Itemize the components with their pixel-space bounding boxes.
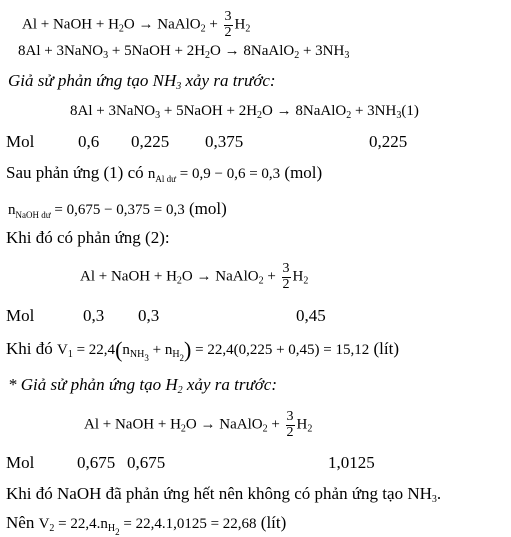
- then-reaction-2: Khi đó có phản ứng (2):: [6, 228, 170, 247]
- mol-value: 1,0125: [328, 453, 375, 472]
- fraction: $\frac{3}{2}$: [286, 409, 294, 440]
- mol-label: Mol: [6, 306, 35, 325]
- mol-value: 0,3: [83, 306, 105, 325]
- mol-value: 0,225: [369, 132, 408, 151]
- naoh-remaining: $n_{NaOH dư} = 0,675 - 0,375 = 0,3$ (mol): [8, 199, 227, 220]
- mol-value: 0,3: [138, 306, 160, 325]
- after-reaction-1: Sau phản ứng (1) có $n_{Al dư} = 0,9 - 0,6 = 0,3$ (mol): [6, 163, 323, 184]
- equation-2: Al + NaOH + $H_2O$ → NaAlO$_2$ + $\frac{3}{2}$ $H_2$: [80, 261, 309, 292]
- volume-1: Khi đó $V_1 = 22,4(n_{NH3} + n_{H2}) = 22,4(0,225 + 0,45) = 15,12$ (lít): [6, 337, 399, 363]
- equation-1: 8Al + 3NaNO$_3$ + 5NaOH + $2H_2O$ → 8NaAlO$_2$ + $3NH_3(1)$: [70, 103, 419, 121]
- equation-al-nano3: 8Al + 3NaNO$_3$ + 5NaOH + $2H_2O$ → 8NaAlO$_2$ + $3NH_3$: [18, 43, 350, 61]
- volume-2: Nên $V_2 = 22,4.n_{H2} = 22,4.1,0125 = 22,68$ (lít): [6, 513, 287, 537]
- mol-value: 0,675: [77, 453, 116, 472]
- fraction: $\frac{3}{2}$: [224, 9, 232, 40]
- mol-value: 0,6: [78, 132, 100, 151]
- equation-3: Al + NaOH + $H_2O$ → NaAlO$_2$ + $\frac{3}{2}$ $H_2$: [84, 409, 313, 440]
- assumption-h2-heading: * Giả sử phản ứng tạo $H_2$ xảy ra trước:: [8, 375, 278, 396]
- mol-value: 0,375: [205, 132, 244, 151]
- fraction: $\frac{3}{2}$: [282, 261, 290, 292]
- mol-value: 0,225: [131, 132, 170, 151]
- equation-al-naoh: Al + NaOH + $H_2O$ → NaAlO$_2$ + $\frac{3}{2}$ $H_2$: [22, 9, 251, 40]
- conclusion-no-nh3: Khi đó NaOH đã phản ứng hết nên không có phản ứng tạo $NH_3$.: [6, 484, 442, 505]
- mol-value: 0,675: [127, 453, 166, 472]
- mol-label: Mol: [6, 453, 35, 472]
- mol-value: 0,45: [296, 306, 326, 325]
- mol-label: Mol: [6, 132, 35, 151]
- assumption-nh3-heading: Giả sử phản ứng tạo $NH_3$ xảy ra trước:: [8, 71, 276, 92]
